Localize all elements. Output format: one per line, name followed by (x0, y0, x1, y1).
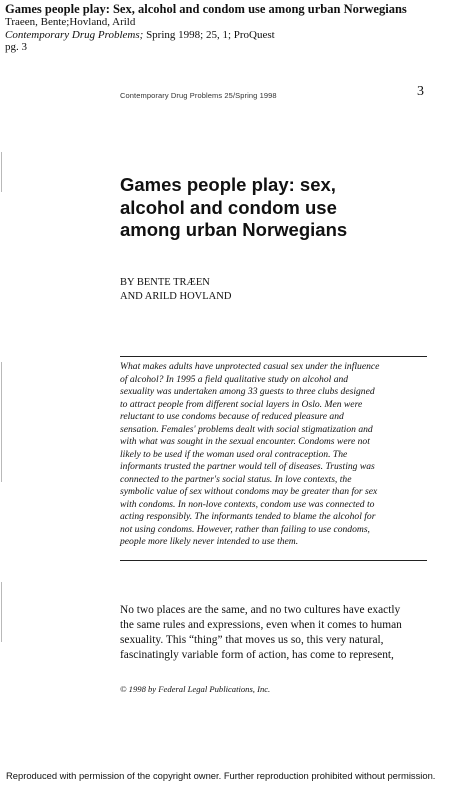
byline-line: AND ARILD HOVLAND (120, 291, 232, 302)
abstract-line: acting responsibly. The informants tended to blame the alcohol for (120, 511, 376, 522)
source-title: Games people play: Sex, alcohol and condom use among urban Norwegians (5, 2, 407, 16)
abstract-line: sensation. Females' problems dealt with social stigmatization and (120, 423, 373, 435)
article-title (120, 174, 440, 242)
scan-artifact (1, 582, 2, 642)
source-issue: Spring 1998; 25, 1; ProQuest (143, 28, 275, 41)
body-text (120, 603, 440, 663)
source-header (5, 2, 470, 54)
byline (120, 276, 231, 304)
scan-artifact (1, 362, 2, 482)
abstract-line: likely to be used if the woman used oral contraception. The (120, 448, 348, 460)
abstract-line: with condoms. In non-love contexts, condom use was connected to (120, 498, 375, 510)
scan-artifact (1, 152, 2, 192)
source-authors: Traeen, Bente;Hovland, Arild (5, 16, 136, 28)
source-page: pg. 3 (5, 41, 27, 53)
abstract-line: reluctant to use condoms because of reduced pleasure and (120, 411, 344, 422)
body-line: No two places are the same, and no two cultures have exactly (120, 604, 401, 616)
abstract-line: people more likely never intended to use them. (120, 536, 299, 547)
abstract-bottom-rule (120, 560, 427, 561)
source-citation (5, 29, 470, 42)
source-journal: Contemporary Drug Problems; (5, 28, 144, 41)
scanned-page (0, 62, 474, 762)
title-line: among urban Norwegians (120, 219, 348, 240)
abstract-line: sexuality was undertaken among 33 guests to three clubs designed (120, 386, 375, 397)
title-line: alcohol and condom use (120, 196, 337, 218)
title-line: Games people play: sex, (120, 174, 336, 195)
body-line: sexuality. This “thing” that moves us so, this very natural, (120, 634, 384, 646)
abstract-line: with what was sought in the sexual encounter. Condoms were not (120, 436, 370, 447)
body-line: fascinatingly variable form of action, has come to represent, (120, 649, 394, 661)
abstract-line: What makes adults have unprotected casual sex under the influence (120, 361, 380, 372)
abstract-top-rule (120, 356, 427, 357)
abstract-line: not using condoms. However, rather than failing to use condoms, (120, 523, 370, 535)
page-number: 3 (417, 84, 424, 99)
abstract-line: informants trusted the partner would tell of diseases. Trusting was (120, 461, 375, 472)
body-line: the same rules and expressions, even when it comes to human (120, 619, 402, 631)
byline-line: BY BENTE TRÆEN (120, 277, 210, 288)
abstract-line: to attract people from different social layers in Oslo. Men were (120, 398, 363, 410)
copyright-notice: © 1998 by Federal Legal Publications, Inc. (120, 684, 271, 694)
running-header: Contemporary Drug Problems 25/Spring 1998 (120, 91, 277, 100)
abstract-line: connected to the partner's social status. In love contexts, the (120, 473, 352, 485)
abstract-line: symbolic value of sex without condoms may be greater than for sex (120, 486, 378, 497)
reproduction-notice: Reproduced with permission of the copyright owner. Further reproduction prohibited without permission. (6, 770, 436, 781)
abstract (120, 361, 430, 549)
abstract-line: of alcohol? In 1995 a field qualitative study on alcohol and (120, 373, 349, 385)
